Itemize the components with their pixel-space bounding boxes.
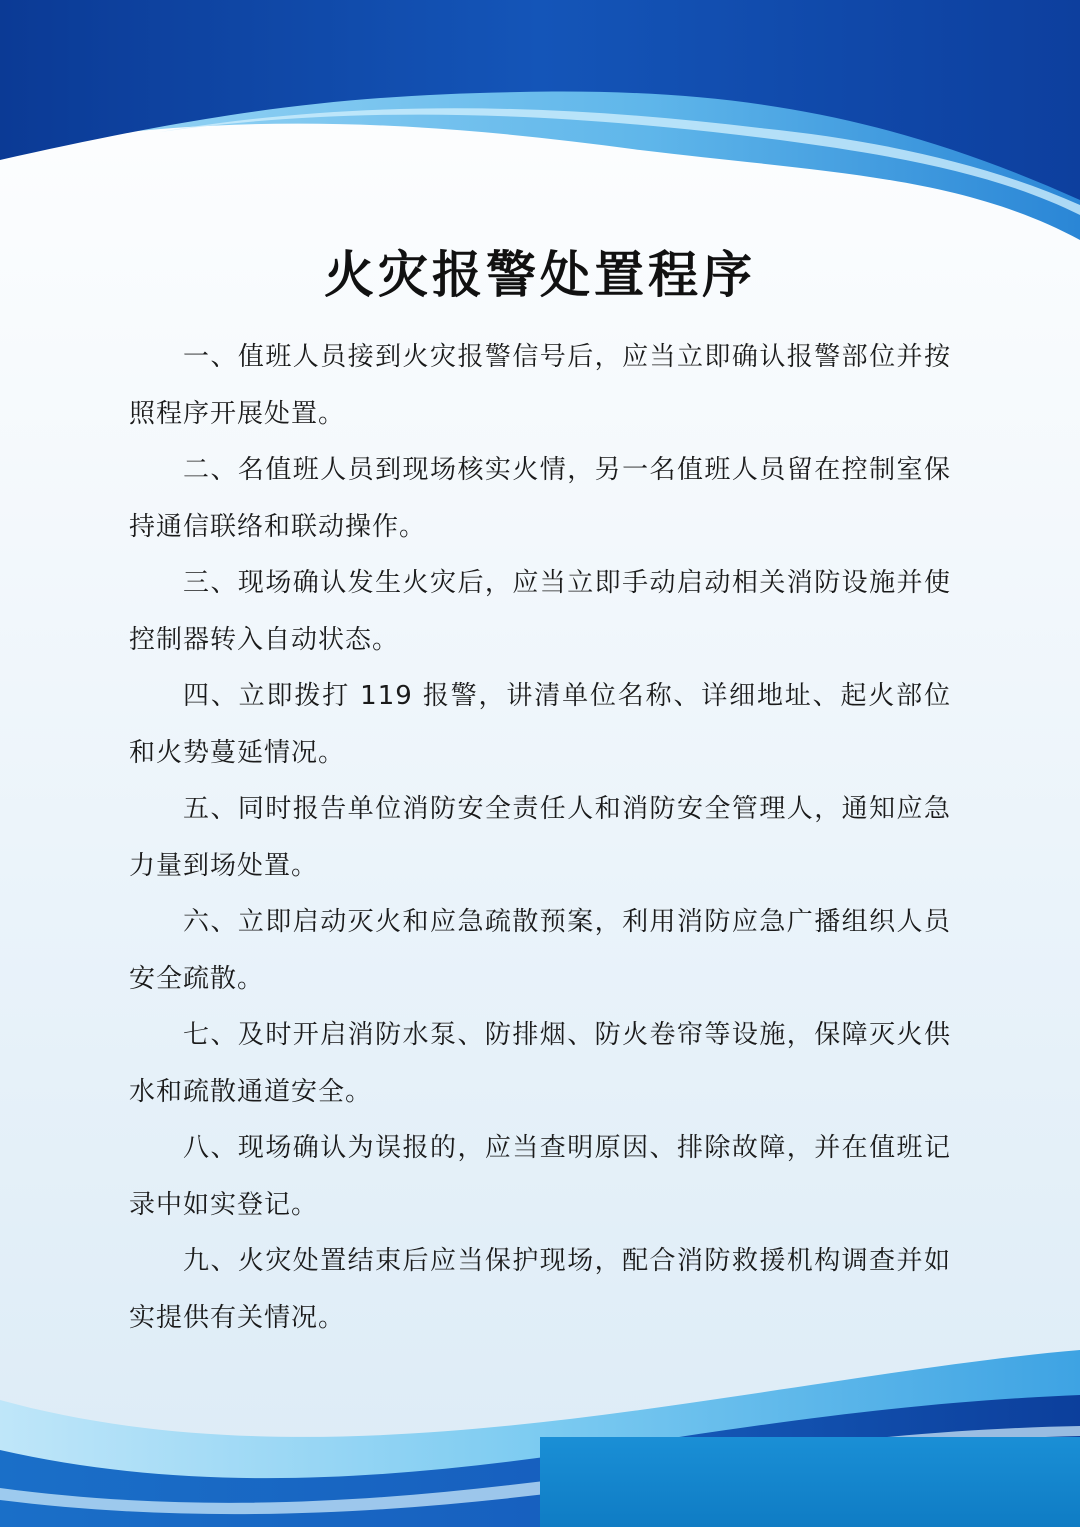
procedure-step-4: 四、立即拨打 119 报警，讲清单位名称、详细地址、起火部位和火势蔓延情况。 [129, 681, 951, 768]
procedure-step-3: 三、现场确认发生火灾后，应当立即手动启动相关消防设施并使控制器转入自动状态。 [129, 568, 951, 655]
procedure-step-8: 八、现场确认为误报的，应当查明原因、排除故障，并在值班记录中如实登记。 [129, 1133, 951, 1220]
procedure-steps [129, 329, 951, 1346]
page-title: 火灾报警处置程序 [324, 246, 756, 304]
corner-block [540, 1437, 1080, 1527]
procedure-step-1: 一、值班人员接到火灾报警信号后，应当立即确认报警部位并按照程序开展处置。 [129, 342, 951, 429]
procedure-step-5: 五、同时报告单位消防安全责任人和消防安全管理人，通知应急力量到场处置。 [129, 794, 951, 881]
procedure-step-7: 七、及时开启消防水泵、防排烟、防火卷帘等设施，保障灭火供水和疏散通道安全。 [129, 1020, 951, 1107]
procedure-step-9: 九、火灾处置结束后应当保护现场，配合消防救援机构调查并如实提供有关情况。 [129, 1246, 951, 1333]
procedure-step-6: 六、立即启动灭火和应急疏散预案，利用消防应急广播组织人员安全疏散。 [129, 907, 951, 994]
procedure-step-2: 二、名值班人员到现场核实火情，另一名值班人员留在控制室保持通信联络和联动操作。 [129, 455, 951, 542]
